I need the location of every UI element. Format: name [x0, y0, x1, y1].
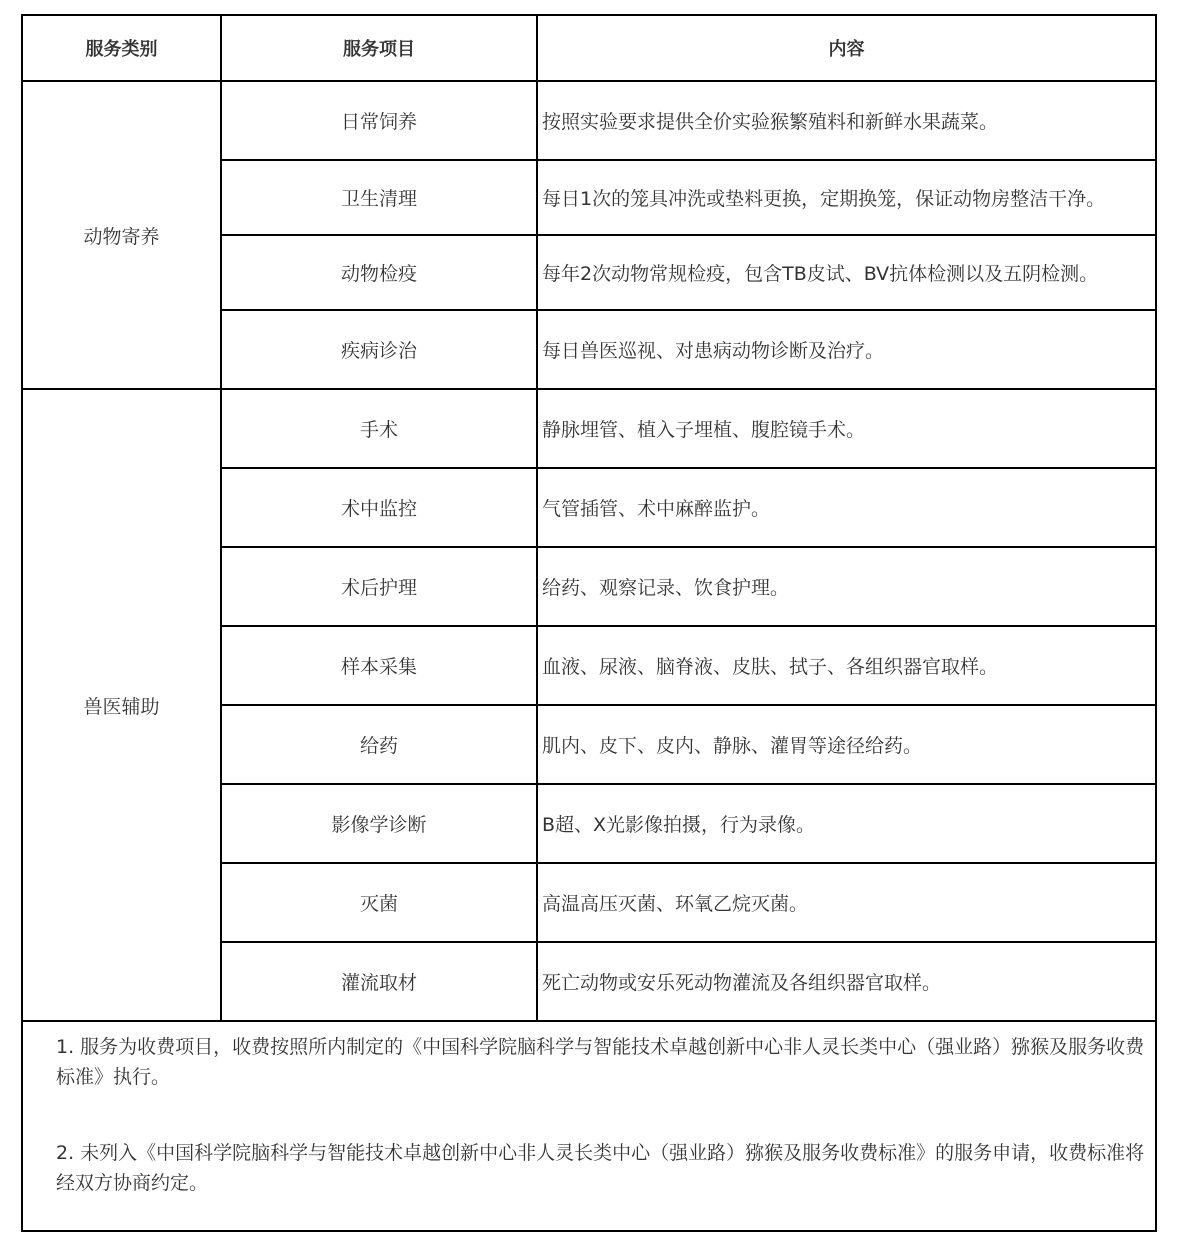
note-2: 2. 未列入《中国科学院脑科学与智能技术卓越创新中心非人灵长类中心（强业路）猕猴及服务收费标准》的服务申请，收费标准将经双方协商约定。: [56, 1142, 1145, 1194]
item-cell: 手术: [221, 389, 537, 468]
content-cell: 静脉埋管、植入子埋植、腹腔镜手术。: [537, 389, 1156, 468]
content-cell: 每日1次的笼具冲洗或垫料更换，定期换笼，保证动物房整洁干净。: [537, 160, 1156, 235]
content-cell: 每日兽医巡视、对患病动物诊断及治疗。: [537, 310, 1156, 389]
table-row: [22, 389, 1156, 468]
item-cell: 疾病诊治: [221, 310, 537, 389]
content-cell: 高温高压灭菌、环氧乙烷灭菌。: [537, 863, 1156, 942]
category-cell: 动物寄养: [22, 81, 221, 389]
content-cell: 每年2次动物常规检疫，包含TB皮试、BV抗体检测以及五阴检测。: [537, 235, 1156, 310]
header-content: 内容: [537, 15, 1156, 81]
table-row: [22, 81, 1156, 160]
item-cell: 样本采集: [221, 626, 537, 705]
item-cell: 给药: [221, 705, 537, 784]
item-cell: 日常饲养: [221, 81, 537, 160]
content-cell: 肌内、皮下、皮内、静脉、灌胃等途径给药。: [537, 705, 1156, 784]
notes-row: [22, 1021, 1156, 1231]
item-cell: 术中监控: [221, 468, 537, 547]
content-cell: 血液、尿液、脑脊液、皮肤、拭子、各组织器官取样。: [537, 626, 1156, 705]
table-header-row: [22, 15, 1156, 81]
content-cell: 按照实验要求提供全价实验猴繁殖料和新鲜水果蔬菜。: [537, 81, 1156, 160]
content-cell: 气管插管、术中麻醉监护。: [537, 468, 1156, 547]
item-cell: 动物检疫: [221, 235, 537, 310]
service-table: [21, 14, 1157, 1232]
item-cell: 影像学诊断: [221, 784, 537, 863]
header-item: 服务项目: [221, 15, 537, 81]
notes-cell: [22, 1021, 1156, 1231]
item-cell: 灌流取材: [221, 942, 537, 1021]
content-cell: 死亡动物或安乐死动物灌流及各组织器官取样。: [537, 942, 1156, 1021]
header-category: 服务类别: [22, 15, 221, 81]
content-cell: 给药、观察记录、饮食护理。: [537, 547, 1156, 626]
item-cell: 卫生清理: [221, 160, 537, 235]
item-cell: 术后护理: [221, 547, 537, 626]
note-1: 1. 服务为收费项目，收费按照所内制定的《中国科学院脑科学与智能技术卓越创新中心非人灵长类中心（强业路）猕猴及服务收费标准》执行。: [56, 1036, 1145, 1088]
content-cell: B超、X光影像拍摄，行为录像。: [537, 784, 1156, 863]
item-cell: 灭菌: [221, 863, 537, 942]
category-cell: 兽医辅助: [22, 389, 221, 1021]
